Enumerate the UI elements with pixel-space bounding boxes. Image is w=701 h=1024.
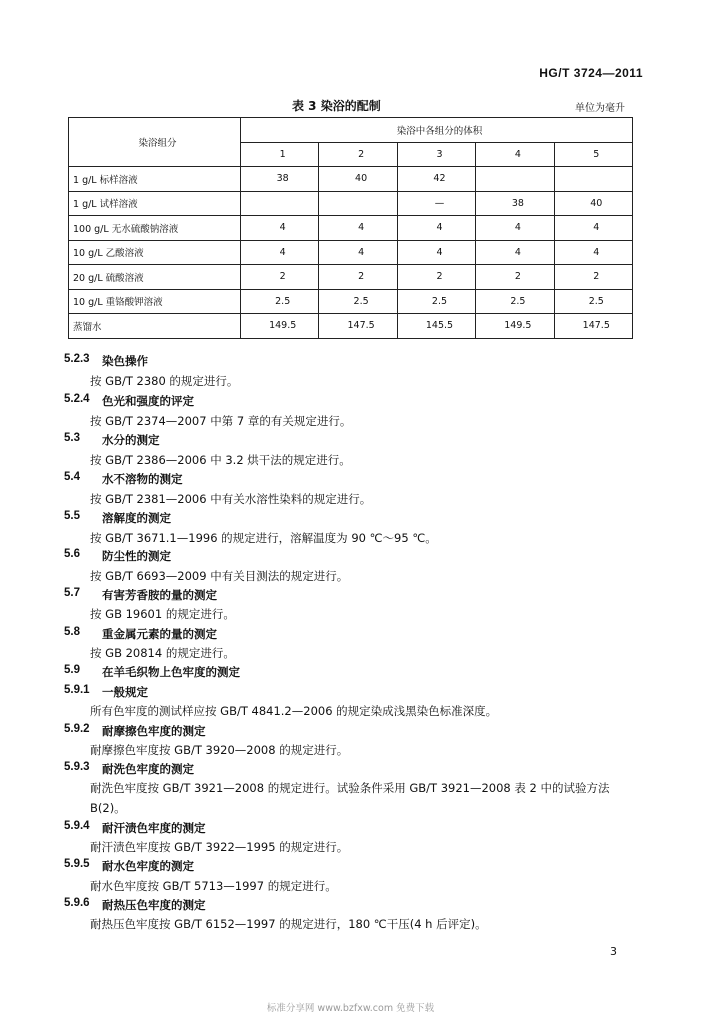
table-cell: 38	[241, 167, 319, 192]
table-cell: 4	[554, 240, 632, 265]
table-cell: 145.5	[397, 314, 475, 339]
row-label: 10 g/L 重铬酸钾溶液	[69, 289, 241, 314]
row-label: 1 g/L 标样溶液	[69, 167, 241, 192]
section-body: 按 GB 20814 的规定进行。	[90, 646, 235, 660]
table-cell	[476, 167, 554, 192]
section-title: 防尘性的测定	[102, 549, 171, 563]
table-cell: 2.5	[319, 289, 397, 314]
section-title: 重金属元素的量的测定	[102, 627, 217, 641]
table-cell: 2	[397, 265, 475, 290]
section-title: 色光和强度的评定	[102, 394, 194, 408]
table-row	[69, 265, 633, 290]
table-row	[69, 167, 633, 192]
section-body: 按 GB 19601 的规定进行。	[90, 607, 235, 621]
row-label: 1 g/L 试样溶液	[69, 191, 241, 216]
section-body: 按 GB/T 2381—2006 中有关水溶性染料的规定进行。	[90, 492, 372, 506]
table-cell: 4	[241, 240, 319, 265]
table-cell: 4	[476, 240, 554, 265]
table-cell: 4	[319, 240, 397, 265]
section-body: 按 GB/T 2380 的规定进行。	[90, 374, 239, 388]
table-cell: 2	[319, 265, 397, 290]
section-title: 耐摩擦色牢度的测定	[102, 724, 206, 738]
standard-code: HG/T 3724—2011	[539, 66, 643, 80]
table-row	[69, 216, 633, 241]
table-cell: 147.5	[319, 314, 397, 339]
table-cell: 2.5	[397, 289, 475, 314]
table-cell: —	[397, 191, 475, 216]
table-cell: 147.5	[554, 314, 632, 339]
section-number: 5.9.1	[64, 684, 90, 696]
table-row	[69, 314, 633, 339]
section-body: 按 GB/T 2386—2006 中 3.2 烘干法的规定进行。	[90, 453, 351, 467]
table-cell: 4	[241, 216, 319, 241]
section-body: 耐热压色牢度按 GB/T 6152—1997 的规定进行，180 ℃干压(4 h 后评定)。	[90, 917, 487, 931]
row-label: 蒸馏水	[69, 314, 241, 339]
section-number: 5.5	[64, 510, 80, 522]
page-number: 3	[610, 945, 617, 958]
section-body: 所有色牢度的测试样应按 GB/T 4841.2—2006 的规定染成浅黑染色标准深度。	[90, 704, 498, 718]
table-cell: 2	[554, 265, 632, 290]
section-number: 5.7	[64, 587, 80, 599]
section-body: 按 GB/T 2374—2007 中第 7 章的有关规定进行。	[90, 414, 352, 428]
table-cell: 42	[397, 167, 475, 192]
footer-watermark: 标准分享网 www.bzfxw.com 免费下载	[266, 1003, 435, 1014]
table-row	[69, 289, 633, 314]
table-cell: 4	[476, 216, 554, 241]
section-number: 5.9.5	[64, 858, 90, 870]
section-number: 5.9	[64, 664, 80, 676]
section-body: 按 GB/T 6693—2009 中有关目测法的规定进行。	[90, 569, 349, 583]
table-cell: 2.5	[476, 289, 554, 314]
section-number: 5.9.4	[64, 820, 90, 832]
column-header: 5	[554, 142, 632, 167]
section-body: 按 GB/T 3671.1—1996 的规定进行，溶解温度为 90 ℃～95 ℃。	[90, 531, 437, 545]
section-title: 在羊毛织物上色牢度的测定	[102, 665, 240, 679]
column-header: 3	[397, 142, 475, 167]
row-label: 10 g/L 乙酸溶液	[69, 240, 241, 265]
table-cell: 2	[476, 265, 554, 290]
table-cell: 2.5	[241, 289, 319, 314]
section-title: 染色操作	[102, 354, 148, 368]
table-header-row	[69, 118, 633, 143]
column-header: 1	[241, 142, 319, 167]
section-title: 一般规定	[102, 685, 148, 699]
section-number: 5.9.6	[64, 897, 90, 909]
section-number: 5.8	[64, 626, 80, 638]
section-number: 5.6	[64, 548, 80, 560]
table-cell: 40	[319, 167, 397, 192]
section-number: 5.2.3	[64, 353, 90, 365]
table-row	[69, 191, 633, 216]
section-title: 耐洗色牢度的测定	[102, 762, 194, 776]
dye-bath-table	[68, 117, 633, 339]
section-title: 水分的测定	[102, 433, 160, 447]
table-cell: 40	[554, 191, 632, 216]
column-header: 2	[319, 142, 397, 167]
section-number: 5.3	[64, 432, 80, 444]
section-number: 5.9.3	[64, 761, 90, 773]
table-cell	[241, 191, 319, 216]
section-title: 水不溶物的测定	[102, 472, 183, 486]
table-cell: 4	[319, 216, 397, 241]
column-header: 4	[476, 142, 554, 167]
section-title: 耐热压色牢度的测定	[102, 898, 206, 912]
corner-header: 染浴组分	[69, 118, 241, 167]
table-cell: 2.5	[554, 289, 632, 314]
section-title: 耐汗渍色牢度的测定	[102, 821, 206, 835]
table-cell: 38	[476, 191, 554, 216]
table-cell	[319, 191, 397, 216]
table-row	[69, 240, 633, 265]
section-body: 耐洗色牢度按 GB/T 3921—2008 的规定进行。试验条件采用 GB/T 3921—2008 表 2 中的试验方法 B(2)。	[90, 781, 610, 815]
table-cell: 2	[241, 265, 319, 290]
section-number: 5.4	[64, 471, 80, 483]
section-body: 耐水色牢度按 GB/T 5713—1997 的规定进行。	[90, 879, 337, 893]
table-cell: 4	[554, 216, 632, 241]
table-unit: 单位为毫升	[575, 103, 625, 114]
table-cell: 149.5	[476, 314, 554, 339]
row-label: 100 g/L 无水硫酸钠溶液	[69, 216, 241, 241]
table-cell	[554, 167, 632, 192]
row-label: 20 g/L 硫酸溶液	[69, 265, 241, 290]
group-header: 染浴中各组分的体积	[241, 118, 633, 143]
section-number: 5.2.4	[64, 393, 90, 405]
table-cell: 149.5	[241, 314, 319, 339]
section-title: 有害芳香胺的量的测定	[102, 588, 217, 602]
section-number: 5.9.2	[64, 723, 90, 735]
table-title: 表 3 染浴的配制	[292, 99, 381, 113]
table-cell: 4	[397, 216, 475, 241]
section-body: 耐汗渍色牢度按 GB/T 3922—1995 的规定进行。	[90, 840, 349, 854]
table-cell: 4	[397, 240, 475, 265]
section-title: 耐水色牢度的测定	[102, 859, 194, 873]
section-title: 溶解度的测定	[102, 511, 171, 525]
section-body: 耐摩擦色牢度按 GB/T 3920—2008 的规定进行。	[90, 743, 349, 757]
